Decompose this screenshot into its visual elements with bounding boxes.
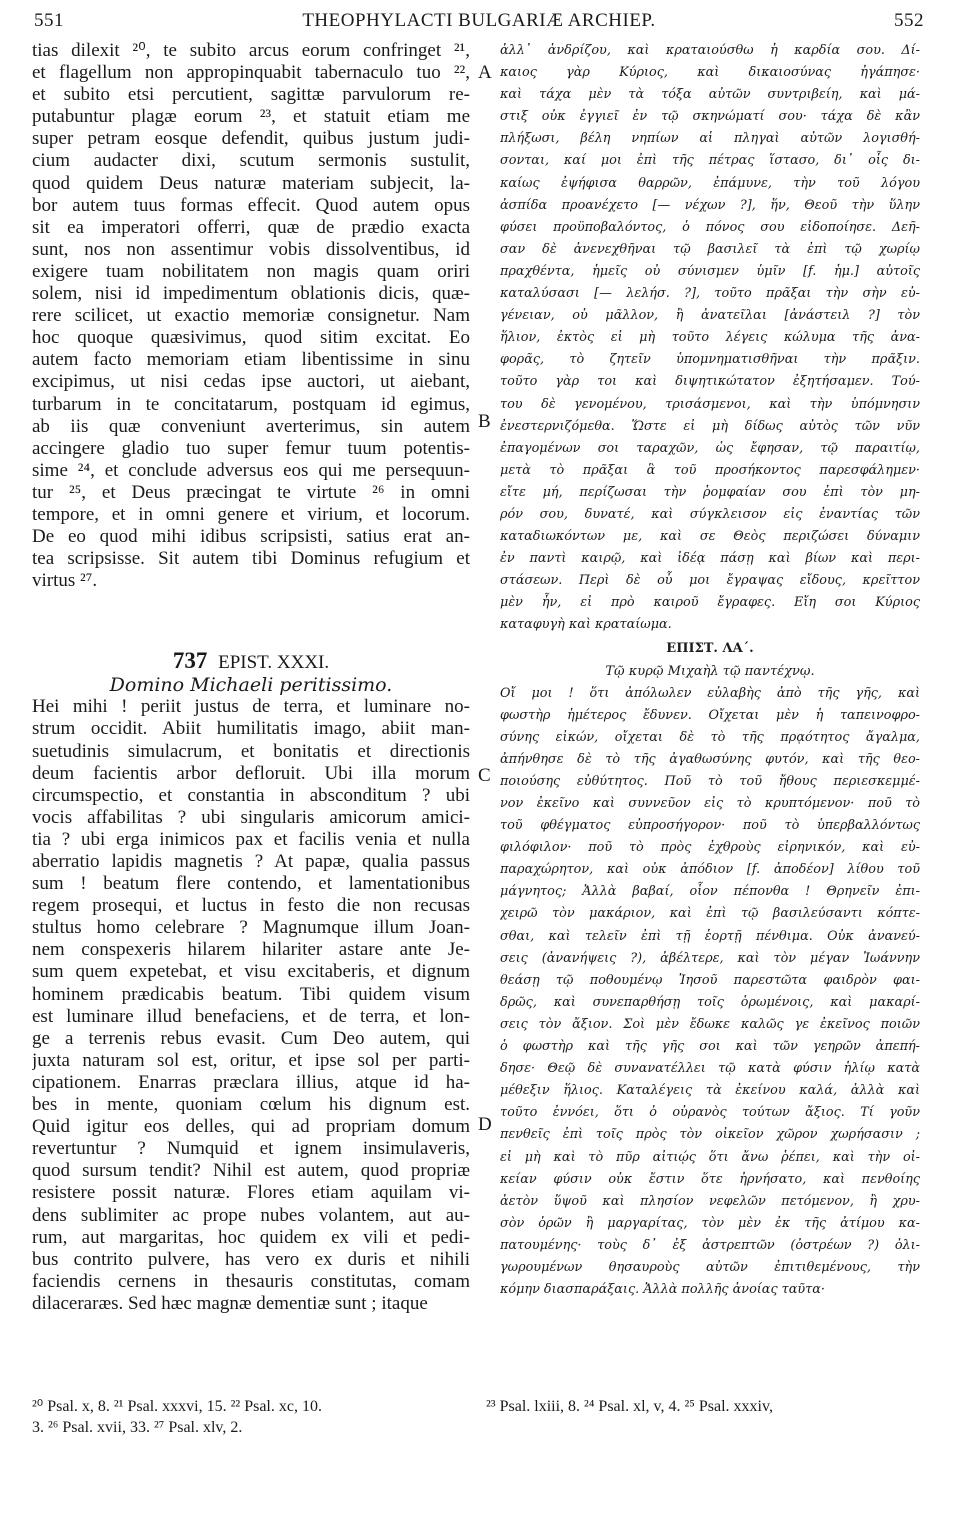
text-line: tia ? ubi erga inimicos pax et facilis venia et nulla xyxy=(32,828,470,850)
latin-column xyxy=(32,40,470,1315)
text-line: tea scripsisse. Sit autem tibi Dominus refugium et xyxy=(32,548,470,570)
text-line: γένειαν, οὐ μᾶλλον, ἢ ἀνατεῖλαι [ἀνάστειλ ?] τὸν xyxy=(500,308,920,324)
text-line: vocis affabilitas ? ubi singularis amicorum amici- xyxy=(32,806,470,828)
text-line: τοῦτο γὰρ τοι καὶ διψητικώτατον ἐξητήσαμεν. Τού- xyxy=(500,374,920,390)
text-line: regem prosequi, et luctus in festo die non recusas xyxy=(32,895,470,917)
text-line: πατουμένης· τοὺς δ᾽ ἐξ ἀστρεπτῶν (ὀστρέων ?) ὀλι- xyxy=(500,1237,920,1253)
text-line: revertuntur ? Numquid et ignem insimulaveris, xyxy=(32,1138,470,1160)
footnote-line: ²³ Psal. lxiii, 8. ²⁴ Psal. xl, v, 4. ²⁵ Psal. xxxiv, xyxy=(486,1398,773,1415)
footnote-line: 3. ²⁶ Psal. xvii, 33. ²⁷ Psal. xlv, 2. xyxy=(32,1419,243,1436)
footnote-line: ²⁰ Psal. x, 8. ²¹ Psal. xxxvi, 15. ²² Psal. xc, 10. xyxy=(32,1398,322,1415)
text-line: νον ἐκεῖνο καὶ συννεῦον εἰς τὸ κρυπτόμενον· ποῦ τὸ xyxy=(500,796,920,811)
text-line: bor autem tuus formas effecit. Quod autem opus xyxy=(32,194,470,216)
latin-paragraph-1 xyxy=(32,40,470,592)
text-line: φιλόφιλον· ποῦ τὸ πρὸς ἐχθροὺς εἰρηνικόν, καὶ εὐ- xyxy=(500,840,920,856)
text-line: πενθεῖς ἐπὶ τοῖς πρὸς τὸν οἰκεῖον χῶρον χωρήσασιν ; xyxy=(500,1127,920,1143)
text-line: sum ! beatum flere contendo, et lamentationibus xyxy=(32,873,470,895)
footnotes-right xyxy=(486,1396,926,1417)
greek-paragraph-2 xyxy=(500,683,920,1302)
text-line: excipimus, ut nisi cedas ipse auctori, ut aiebant, xyxy=(32,371,470,393)
greek-epistle-title: ΕΠΙΣΤ. ΛΑ´. xyxy=(666,640,754,656)
text-line: σαν δὲ ἀνενεχθῆναι τῷ βασιλεῖ τὰ ἐπὶ τῷ χωρίῳ xyxy=(500,241,920,257)
greek-paragraph-1 xyxy=(500,40,920,637)
text-line: ὁ φωστὴρ καὶ τῆς γῆς σοι καὶ τῶν γεηρῶν ἀπεπή- xyxy=(500,1039,920,1055)
latin-epistle-title: EPIST. XXXI. xyxy=(218,652,330,674)
text-line: εἴτε μή, περίζωσαι τὴν ῥομφαίαν σου ἐπὶ τὸν μη- xyxy=(500,484,920,500)
text-line: dens sublimiter ac prope nubes volantem, aut au- xyxy=(32,1204,470,1226)
running-header xyxy=(34,10,924,36)
text-line: cium audacter dixi, scutum sermonis sustulit, xyxy=(32,150,470,172)
text-line: strum occidit. Abiit humilitatis imago, abiit man- xyxy=(32,718,470,740)
text-line: κείαν φύσιν οὐκ ἔστιν ὅτε ἠρνήσατο, καὶ πενθοίης xyxy=(500,1171,920,1187)
text-line: σὸν ὁρῶν ἢ μαργαρίτας, τὸν μὲν ἐκ τῆς ἀτίμου κα- xyxy=(500,1215,920,1231)
text-line: tur ²⁵, et Deus præcingat te virtute ²⁶ in omni xyxy=(32,481,470,503)
text-line: καταφυγὴ καὶ κραταίωμα. xyxy=(500,617,672,633)
running-title: THEOPHYLACTI BULGARIÆ ARCHIEP. xyxy=(302,10,656,31)
text-line: πραχθέντα, ἡμεῖς οὐ σύνισμεν ὑμῖν [f. ἡμ.] αὐτοῖς xyxy=(500,263,920,279)
text-line: deum facientis arbor defloruit. Ubi illa morum xyxy=(32,762,470,784)
text-line: virtus ²⁷. xyxy=(32,570,98,592)
text-line: μέθεξιν ἥλιος. Καταλέγεις τὰ ἐκείνου καλά, ἀλλὰ καὶ xyxy=(500,1083,920,1099)
text-line: ἀσπίδα προανέχετο [— νέχων ?], ἥν, Θεοῦ τὴν ὕλην xyxy=(500,197,920,213)
text-line: σεις (ἀνανήψεις ?), ἀβέλτερε, καὶ τὸν μέγαν Ἰωάννην xyxy=(500,950,920,966)
text-line: ρόν σου, δυνατέ, καὶ σύγκλεισον εἰς ἐναντίας τῶν xyxy=(500,506,920,522)
text-line: stultus homo celebrare ? Magnumque illum Joan- xyxy=(32,917,470,939)
text-line: στιξ οὐκ ἐγγιεῖ ἐν τῷ σκηνώματί σου· τάχα δὲ κἂν xyxy=(500,109,920,125)
text-line: sime ²⁴, et conclude adversus eos qui me persequun- xyxy=(32,459,470,481)
text-line: δρῶς, καὶ συνεπαρθήσῃ τοῖς ὁρωμένοις, καὶ μακαρί- xyxy=(500,994,920,1010)
text-line: cipationem. Enarras præclara illius, atque id ha- xyxy=(32,1071,470,1093)
text-line: exigere tuam nobilitatem non magis quam oriri xyxy=(32,260,470,282)
text-line: μετὰ τὸ πρᾶξαι ἃ τοῦ προσήκοντος παρεσφάλημεν· xyxy=(500,462,920,478)
margin-marker-a: A xyxy=(478,62,492,83)
text-line: χειρῶ τὸν μακάριον, καὶ ἐπὶ τῷ βασιλεύσαντι κόπτε- xyxy=(500,906,920,922)
text-line: παραχώρητον, καὶ οὐκ ἀπόδιον [f. ἀποδέον] λίθου τοῦ xyxy=(500,862,920,878)
text-line: hominem prædicabis beatum. Tibi quidem visum xyxy=(32,983,470,1005)
text-line: quod quidem Deus naturæ materiam subjecit, la- xyxy=(32,172,470,194)
text-line: του δὲ γενομένου, τρισάσμενοι, καὶ τὴν ὑπόμνησιν xyxy=(500,396,920,412)
latin-dedication: Domino Michaeli peritissimo. xyxy=(109,674,393,697)
margin-marker-d: D xyxy=(478,1114,492,1135)
text-line: sunt, nos non assentimur vobis dissolventibus, id xyxy=(32,238,470,260)
text-line: est luminare illud benefaciens, et de terra, et lon- xyxy=(32,1005,470,1027)
text-line: et flagellum non appropinquabit tabernaculo tuo ²², xyxy=(32,62,470,84)
text-line: καταδιωκόντων με, καὶ σε Θεὸς περιζώσει δύναμιν xyxy=(500,529,920,545)
text-line: Οἴ μοι ! ὅτι ἀπόλωλεν εὐλαβὴς ἀπὸ τῆς γῆς, καὶ xyxy=(500,685,920,701)
text-line: κόμην διασπαράξαις. Ἀλλὰ πολλῆς ἀνοίας ταῦτα· xyxy=(500,1282,825,1298)
text-line: καὶ τάχα μὲν τὰ τόξα αὐτῶν συντριβείη, καὶ μά- xyxy=(500,87,920,103)
text-line: εἰ μὴ καὶ τὸ πῦρ αἰτιῴς ὅτι ἄνω ῥέπει, καὶ τὴν οἰ- xyxy=(500,1149,920,1165)
text-line: καιος γὰρ Κύριος, καὶ δικαιοσύνας ἠγάπησε· xyxy=(500,65,920,81)
greek-column xyxy=(500,40,920,1301)
text-line: στάσεων. Περὶ δὲ οὗ μοι ἔγραψας εἴδους, κρεῖττον xyxy=(500,573,920,589)
text-line: Quid igitur eos delles, qui ad propriam domum xyxy=(32,1116,470,1138)
text-line: δησε· Θεῷ δὲ συνανατέλλει τῷ κατὰ φύσιν ἡλίῳ κατὰ xyxy=(500,1061,920,1077)
text-line: Hei mihi ! periit justus de terra, et luminare no- xyxy=(32,696,470,718)
text-line: dilaceraræs. Sed hæc magnæ dementiæ sunt ; itaque xyxy=(32,1292,428,1314)
text-line: γωρουμένων θησαυροὺς αὐτῶν ἐπιτιθεμένους, τὴν xyxy=(500,1259,920,1275)
text-line: faciendis cernens in thesauris constitutas, comam xyxy=(32,1270,470,1292)
text-line: accingere gladio tuo super femur tuum potentis- xyxy=(32,437,470,459)
text-line: turbarum in te concitatarum, postquam id egimus, xyxy=(32,393,470,415)
text-line: ἐν παντὶ καιρῷ, καὶ ἰδέᾳ πάσῃ καὶ βίων καὶ περι- xyxy=(500,551,920,567)
text-line: καίως ἐψήφισα θαρρῶν, ἐπάμυνε, τὴν τοῦ λόγου xyxy=(500,175,920,191)
page-number-left: 551 xyxy=(34,10,64,31)
text-line: σεις τὸν ἄξιον. Σοὶ μὲν ἔδωκε καλῶς γε ἐκεῖνος ποιῶν xyxy=(500,1016,920,1032)
text-line: tias dilexit ²⁰, te subito arcus eorum confringet ²¹, xyxy=(32,40,470,61)
text-line: σθαι, καὶ τελεῖν ἐπὶ τῇ ἑορτῇ πένθιμα. Οὐκ ἀνανεύ- xyxy=(500,928,920,944)
text-line: suetudinis simulacrum, et bonitatis et directionis xyxy=(32,740,470,762)
text-line: ἐνεστερνιζόμεθα. Ὥστε εἰ μὴ δίδως αὐτὸς τῶν νῦν xyxy=(500,418,920,434)
text-line: ge a terrenis rebus evasit. Cum Deo autem, qui xyxy=(32,1027,470,1049)
text-line: resistere possit naturæ. Flores etiam aquilam vi- xyxy=(32,1182,470,1204)
margin-marker-b: B xyxy=(478,411,491,432)
greek-dedication: Τῷ κυρῷ Μιχαὴλ τῷ παντέχνῳ. xyxy=(605,663,815,679)
text-line: σονται, καί μοι ἐπὶ τῆς πέτρας ἵστασο, δι᾽ οἷς δι- xyxy=(500,153,920,169)
text-line: rum, aut margaritas, hoc quidem ex vili et pedi- xyxy=(32,1226,470,1248)
text-line: μάγνητος; Ἀλλὰ βαβαί, οἷον πέπονθα ! Θρηνεῖν ἐπι- xyxy=(500,884,920,900)
text-line: μὲν ἦν, εἰ πρὸ καιροῦ ἔγραφες. Εἴη σοι Κύριος xyxy=(500,595,920,611)
text-line: super petram eosque defendit, quibus justum judi- xyxy=(32,128,470,150)
text-line: φωστὴρ ἡμέτερος ἔδυνεν. Οἴχεται μὲν ἡ ταπεινοφρο- xyxy=(500,707,920,723)
text-line: sit ea imperatori offerri, quæ de prædio exacta xyxy=(32,216,470,238)
page-number-right: 552 xyxy=(894,10,924,31)
text-line: autem facto memoriam etiam libentissime in sinu xyxy=(32,349,470,371)
text-line: et subito etsi percutient, sagittæ parvulorum re- xyxy=(32,84,470,106)
text-line: quod sursum tendit? Nihil est autem, quod propriæ xyxy=(32,1160,470,1182)
text-line: καταλύσασι [— λελήσ. ?], τοῦτο πρᾶξαι τὴν σὴν εὐ- xyxy=(500,286,920,302)
text-line: φορᾶς, τὸ ζητεῖν ὑπομνηματισθῆναι τὴν πρᾶξιν. xyxy=(500,352,920,368)
text-line: ἀετὸν ὕψοῦ καὶ πλησίον νεφελῶν πετόμενον, ἢ χρυ- xyxy=(500,1193,920,1209)
text-line: ἀλλ᾽ ἀνδρίζου, καὶ κραταιούσθω ἡ καρδία σου. Δί- xyxy=(500,43,920,58)
text-line: aberratio lapidis magnetis ? At papæ, qualia passus xyxy=(32,851,470,872)
footnotes-left xyxy=(32,1396,477,1438)
text-line: πλήξωσι, βέλη νηπίων αἱ πληγαὶ αὐτῶν λογισθή- xyxy=(500,131,920,147)
text-line: putabuntur plagæ eorum ²³, et statuit etiam me xyxy=(32,106,470,128)
text-line: τοῦ φθέγματος εὐπροσήγορον· ποῦ τὸ ὑπερβαλλόντως xyxy=(500,818,920,834)
text-line: ἐπαγομένων σοι ταραχῶν, ὡς ἔφησαν, τῷ παραιτίῳ, xyxy=(500,440,920,456)
text-line: τοῦτο ἐννόει, ὅτι ὁ οὐρανὸς τούτων ἄξιος. Τί γοῦν xyxy=(500,1105,920,1121)
text-line: tempore, et in omni genere et virium, et locorum. xyxy=(32,503,470,525)
text-line: sum quem expetebat, et visu excitaberis, et dignum xyxy=(32,961,470,983)
column-number: 737 xyxy=(172,648,208,674)
text-line: ποιούσης εὐθύτητος. Ποῦ τὸ τοῦ ἤθους περιεσκεμμέ- xyxy=(500,773,920,789)
text-line: ab iis quæ conveniunt averterimus, sin autem xyxy=(32,415,470,437)
latin-paragraph-2 xyxy=(32,696,470,1315)
text-line: circumspectio, et constantia in absconditum ? ubi xyxy=(32,784,470,806)
text-line: ἀπήνθησε δὲ τὸ τῆς ἀγαθωσύνης φυτόν, καὶ τῆς θεο- xyxy=(500,751,920,767)
text-line: φύσει προϋποβαλόντος, ὁ πόνος σου εἰδοποίησε. Δεῆ- xyxy=(500,219,920,235)
text-line: nem conspexeris hilarem hilariter astare ante Je- xyxy=(32,939,470,961)
text-line: rere scilicet, ut exactio memoriæ consignetur. Nam xyxy=(32,305,470,327)
text-line: De eo quod mihi idibus scripsisti, satius erat an- xyxy=(32,526,470,548)
text-line: σύνης εἰκών, οἴχεται δὲ τὸ τῆς πρᾳότητος ἄγαλμα, xyxy=(500,729,920,745)
text-line: ἥλιον, ἐκτὸς εἰ μὴ τοῦτο λέγεις κώλυμα τῆς ἀνα- xyxy=(500,330,920,346)
text-line: juxta naturam sol est, oritur, et ipse sol per parti- xyxy=(32,1049,470,1071)
text-line: hoc quoque quæsivimus, quod sitim excitat. Eo xyxy=(32,327,470,349)
text-line: solem, nisi id impedimentum oblationis dicis, quæ- xyxy=(32,283,470,305)
margin-marker-c: C xyxy=(478,765,491,786)
latin-epistle-heading xyxy=(32,648,470,674)
text-line: bus contrito pulvere, has vero ex duris et nihili xyxy=(32,1248,470,1270)
text-line: θεάσῃ τῷ ποθουμένῳ Ἰησοῦ παρεστῶτα φαιδρὸν φαι- xyxy=(500,972,920,988)
text-line: bes in mente, quoniam cœlum his dignum est. xyxy=(32,1094,470,1116)
